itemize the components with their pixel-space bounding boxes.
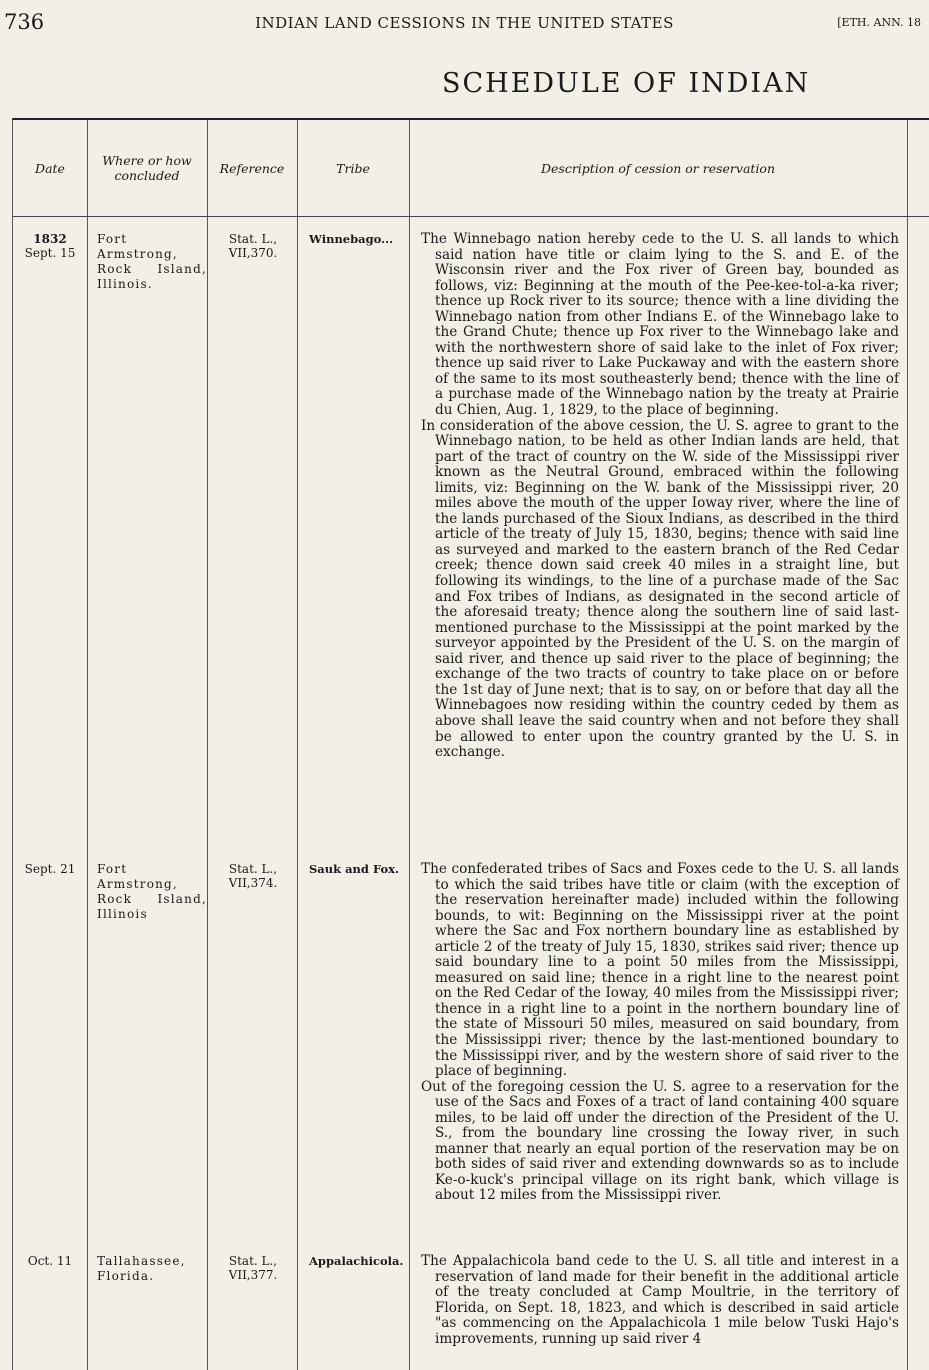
date-cell [13, 232, 87, 260]
description-paragraph: In consideration of the above cession, the U. S. agree to grant to the Winnebago nation, to be held as other Indian lands are held, that part of the tract of country on the W. side of the Mississippi river known as the Neutral Ground, embraced within the following limits, viz: Beginning on the W. bank of the Mississippi river, 20 miles above the mouth of the upper Ioway river, where the line of the lands purchased of the Sioux Indians, as described in the third article of the treaty of July 15, 1830, begins; thence with said line as surveyed and marked to the eastern branch of the Red Cedar creek; thence down said creek 40 miles in a straight line, but following its windings, to the line of a purchase made of the Sac and Fox tribes of Indians, as designated in the second article of the aforesaid treaty; thence along the southern line of said last-mentioned purchase to the Mississippi at the point marked by the surveyor appointed by the President of the U. S. on the margin of said river, and thence up said river to the place of beginning; the exchange of the two tracts of country to take place on or before the 1st day of June next; that is to say, on or before that day all the Winnebagoes now residing within the country ceded by them as above shall leave the said country when and not before they shall be allowed to enter upon the country granted by the U. S. in exchange. [421, 417, 899, 761]
report-reference: [ETH. ANN. 18 [837, 16, 921, 29]
running-title: INDIAN LAND CESSIONS IN THE UNITED STATES [255, 14, 674, 32]
description [417, 1254, 899, 1347]
header-reference: Reference [219, 160, 285, 176]
date: Sept. 21 [24, 862, 76, 876]
tribe: Winnebago... [309, 232, 394, 246]
description [417, 862, 899, 1204]
reference: Stat. L., VII,370. [228, 232, 278, 260]
date-cell [13, 1254, 87, 1268]
description-paragraph: Out of the foregoing cession the U. S. agree to a reservation for the use of the Sacs and Foxes of a tract of land containing 400 square miles, to be laid off under the direction of the President of the U. S., from the boundary line crossing the Ioway river, in such manner that nearly an equal portion of the reservation may be on both sides of said river and extending downwards so as to include Ke-o-kuck's principal village on its right bank, which village is about 12 miles from the Mississippi river. [421, 1078, 899, 1204]
tribe: Appalachicola. [309, 1254, 404, 1268]
reference: Stat. L., VII,377. [228, 1254, 278, 1282]
header-tribe: Tribe [336, 160, 370, 176]
description-paragraph: The confederated tribes of Sacs and Foxes cede to the U. S. all lands to which the said tribes have title or claim (with the exception of the reservation hereinafter made) included within the following bounds, to wit: Beginning on the Mississippi river at the point where the Sac and Fox northern boundary line as established by article 2 of the treaty of July 15, 1830, strikes said river; thence up said boundary line to a point 50 miles from the Mississippi, measured on said line; thence in a right line to the nearest point on the Red Cedar of the Ioway, 40 miles from the Mississippi river; thence in a right line to a point in the northern boundary line of the state of Missouri 50 miles, measured on said boundary, from the Mississippi river; thence by the last-mentioned boundary to the Mississippi river, and by the western shore of said river to the place of beginning. [421, 861, 899, 1080]
tribe: Sauk and Fox. [309, 862, 400, 876]
where-concluded: Fort Armstrong, Rock Island, Illinois. [97, 232, 207, 291]
date: Oct. 11 [27, 1254, 73, 1268]
date: Sept. 15 [24, 246, 76, 260]
header-description: Description of cession or reservation [540, 160, 776, 176]
page-number: 736 [4, 10, 45, 34]
table-header [13, 120, 929, 217]
year: 1832 [33, 232, 67, 246]
description-paragraph: The Appalachicola band cede to the U. S. all title and interest in a reservation of land made for their benefit in the additional article of the treaty concluded at Camp Moultrie, in the territory of Florida, on Sept. 18, 1823, and which is described in said article "as commencing on the Appalachicola 1 mile below Tuski Hajo's improvements, running up said river 4 [421, 1253, 899, 1347]
where-concluded: Tallahassee, Florida. [97, 1254, 186, 1283]
header-where: Where or how concluded [102, 153, 192, 183]
reference: Stat. L., VII,374. [228, 862, 278, 890]
description-paragraph: The Winnebago nation hereby cede to the U. S. all lands to which said nation have title or claim lying to the S. and E. of the Wisconsin river and the Fox river of Green bay, bounded as follows, viz: Beginning at the mouth of the Pee-kee-tol-a-ka river; thence up Rock river to its source; thence with a line dividing the Winnebago nation from other Indians E. of the Winnebago lake to the Grand Chute; thence up Fox river to the Winnebago lake and with the northwestern shore of said lake to the inlet of Fox river; thence up said river to Lake Puckaway and with the eastern shore of the same to its most southeasterly bend; thence with the line of a purchase made of the Winnebago nation by the treaty at Prairie du Chien, Aug. 1, 1829, to the place of beginning. [421, 231, 899, 419]
date-cell [13, 862, 87, 876]
header-date: Date [35, 160, 65, 176]
cession-table [12, 118, 929, 1370]
description [417, 232, 899, 761]
where-concluded: Fort Armstrong, Rock Island, Illinois [97, 862, 207, 921]
schedule-title: SCHEDULE OF INDIAN [442, 68, 811, 99]
running-head [0, 10, 929, 40]
